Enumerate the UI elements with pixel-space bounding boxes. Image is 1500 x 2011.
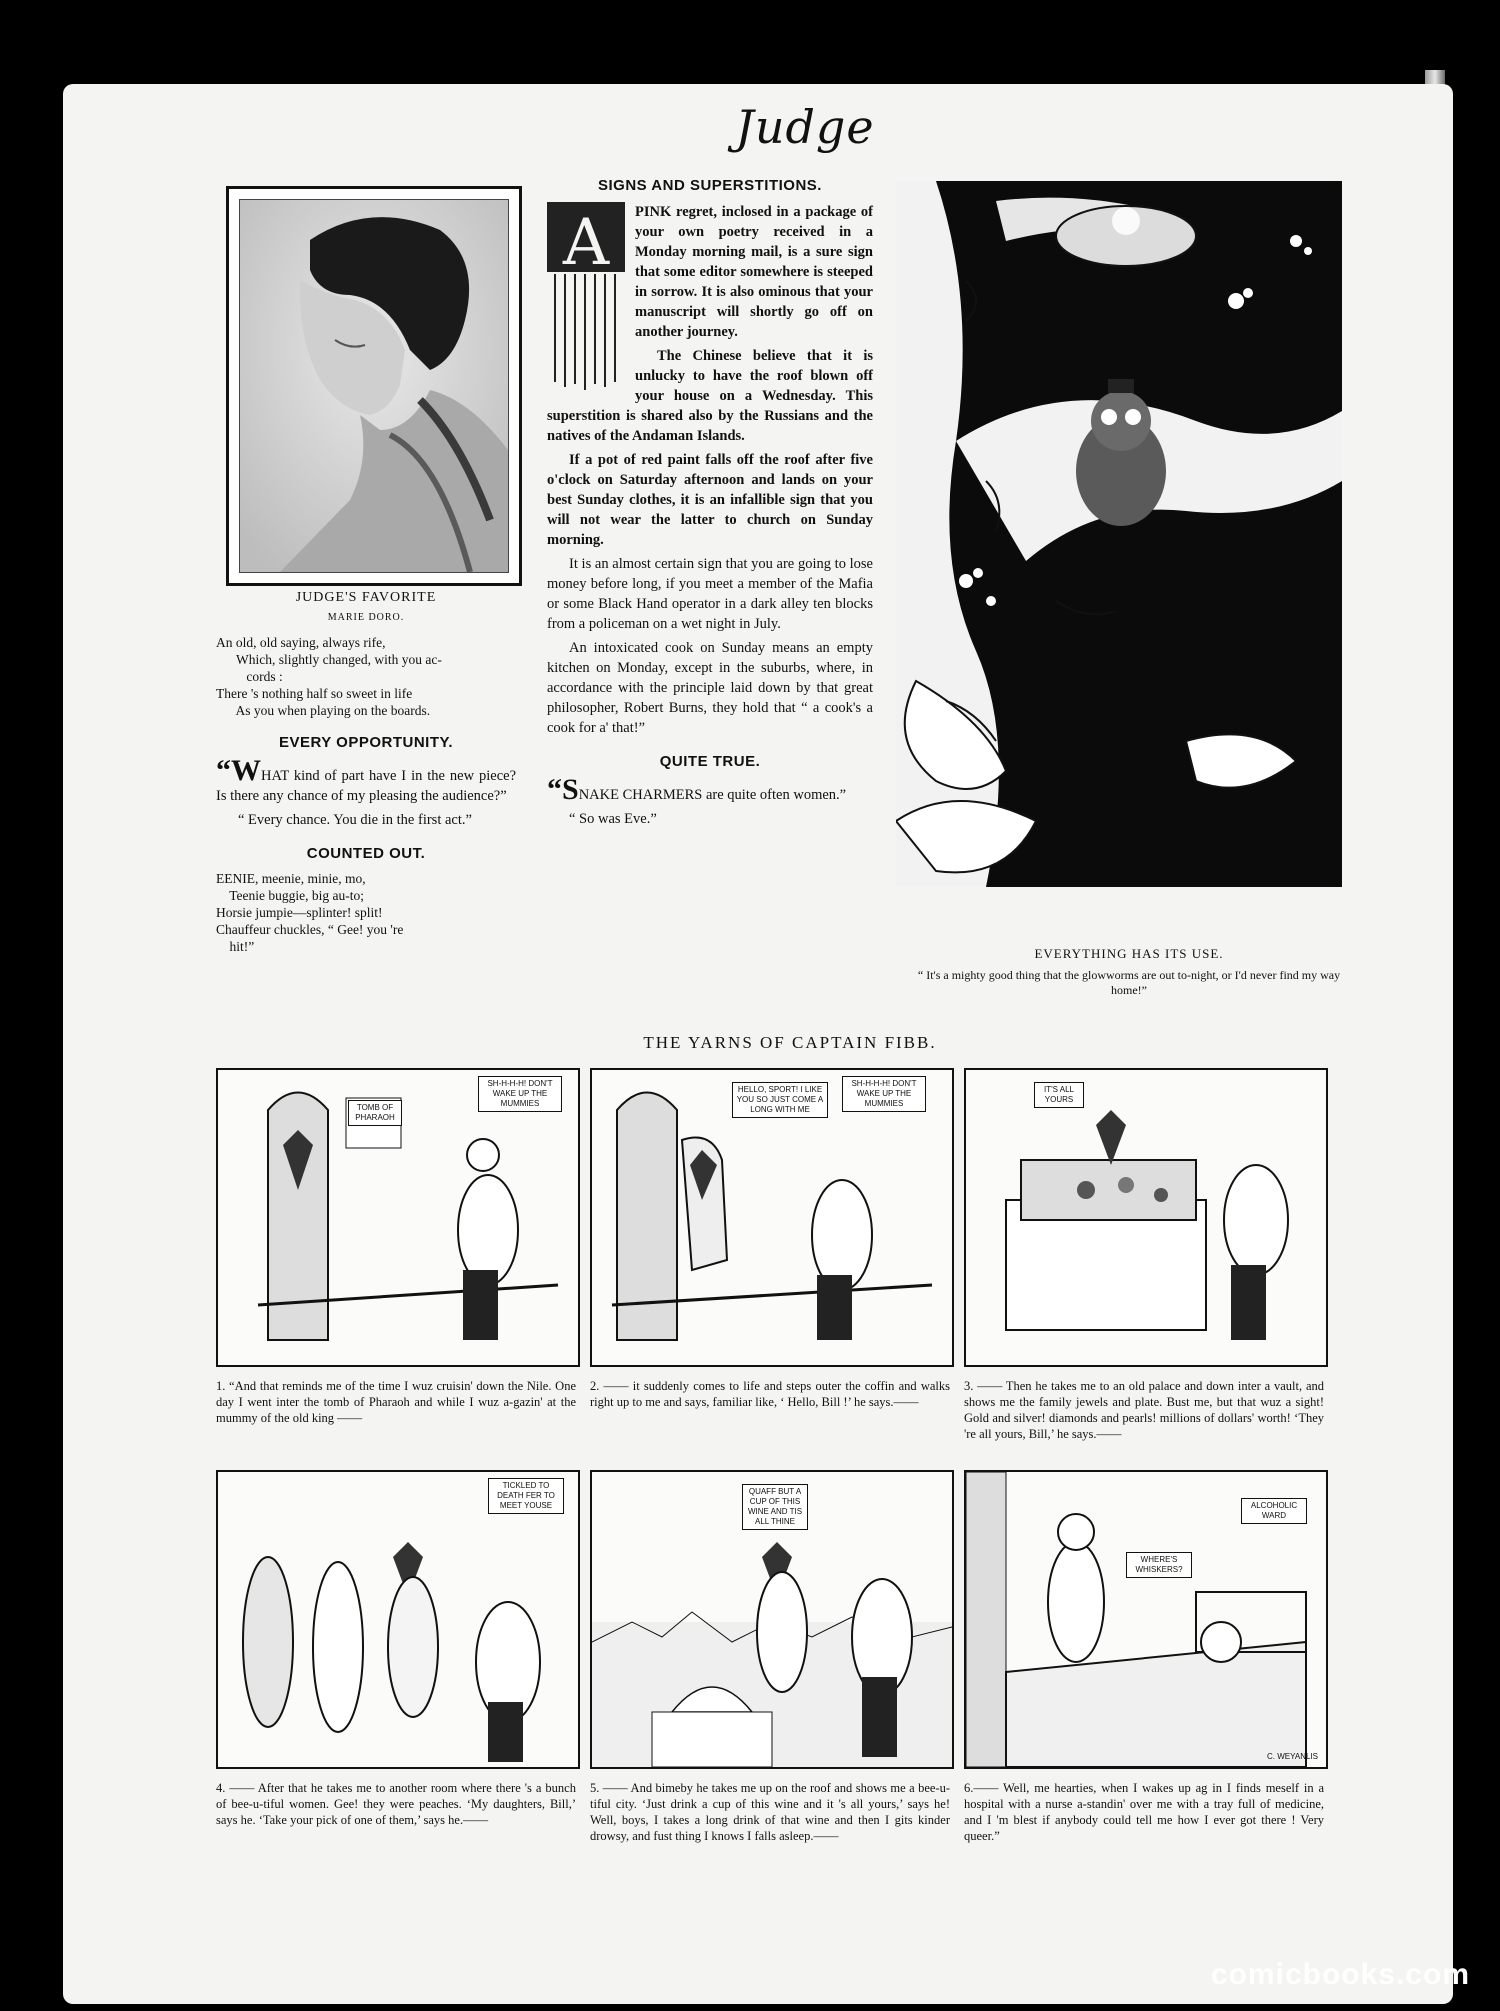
panel-1-sign: TOMB OF PHARAOH (348, 1100, 402, 1126)
quite-true-p1 (547, 773, 873, 806)
panel-3-illustration (966, 1070, 1326, 1365)
signs-p3: If a pot of red paint falls off the roof after five o'clock on Saturday afternoon and lands on your best Sunday clothes, it is an infallible sign that you will not wear the latter to church on Sunday morning. (547, 452, 873, 548)
cartoon-quote: “ It's a mighty good thing that the glowworms are out to-night, or I'd never find my way home!” (917, 968, 1341, 997)
masthead-logo: Judge (735, 100, 875, 154)
panel-1-balloon: SH-H-H-H! DON'T WAKE UP THE MUMMIES (478, 1076, 562, 1112)
every-opportunity-heading: EVERY OPPORTUNITY. (278, 734, 454, 751)
portrait-photo (226, 186, 522, 586)
panel-2-balloon: HELLO, SPORT! I LIKE YOU SO JUST COME A LONG WITH ME (732, 1082, 828, 1118)
panel-2-caption: 2. —— it suddenly comes to life and steps outer the coffin and walks right up to me and says, familiar like, ‘ Hello, Bill !’ he says.—— (590, 1379, 950, 1409)
strip-panel-2 (590, 1068, 954, 1367)
left-column (216, 588, 516, 955)
panel-3-caption: 3. —— Then he takes me to an old palace and down inter a vault, and shows me the family jewels and plate. Bust me, but that wuz a sight! Gold and silver! diamonds and pearls! millions of dollars' worth! ‘They 're all yours, Bill,’ he says.—— (964, 1379, 1324, 1441)
strip-panel-1 (216, 1068, 580, 1367)
cartoon-caption (916, 944, 1342, 998)
cartoon-title: EVERYTHING HAS ITS USE. (1034, 946, 1224, 961)
panel-5-caption: 5. —— And bimeby he takes me up on the roof and shows me a bee-u-tiful city. ‘Just drink a cup of this wine and it 's all yours,’ says he! Well, boys, I takes a long drink of that wine and then I gits kinder drowsy, and fust thing I knows I falls asleep.—— (590, 1781, 950, 1843)
middle-column (547, 176, 873, 833)
photo-caption-poem: An old, old saying, always rife, Which, slightly changed, with you ac- cords : There 's nothing half so sweet in life As you when playing on the boards. (216, 635, 442, 718)
signs-heading: SIGNS AND SUPERSTITIONS. (598, 177, 822, 194)
dropcap-ornament (547, 202, 625, 392)
panel-3-balloon: IT'S ALL YOURS (1034, 1082, 1084, 1108)
every-opportunity-p1-text: HAT kind of part have I in the new piece? Is there any chance of my pleasing the audience?” (216, 768, 516, 804)
strip-panel-6 (964, 1470, 1328, 1769)
panel-6-signature: C. WEYANLIS (1267, 1752, 1318, 1761)
photo-caption-title: JUDGE'S FAVORITE (295, 590, 437, 605)
signs-p2: The Chinese believe that it is unlucky to have the roof blown off your house on a Wednesday. This superstition is shared also by the Russians and the natives of the Andaman Islands. (547, 348, 873, 444)
panel-6-sign: ALCOHOLIC WARD (1241, 1498, 1307, 1524)
strip-panel-3 (964, 1068, 1328, 1367)
panel-4-caption: 4. —— After that he takes me to another room where there 's a bunch of bee-u-tiful women. Gee! they were peaches. ‘My daughters, Bill,’ says he. ‘Take your pick of one of them,’ says he.—— (216, 1781, 576, 1827)
signs-p5: An intoxicated cook on Sunday means an empty kitchen on Monday, except in the suburbs, where, in accordance with the principle laid down by that great philosopher, Robert Burns, they hold that “ a cook's a cook for a' that!” (547, 640, 873, 736)
quite-true-p2: “ So was Eve.” (569, 811, 657, 827)
strip-title: THE YARNS OF CAPTAIN FIBB. (643, 1033, 937, 1052)
site-watermark: comicbooks.com (1210, 1958, 1470, 1991)
every-opportunity-p2: “ Every chance. You die in the first act.” (238, 812, 472, 828)
panel-6-caption: 6.—— Well, me hearties, when I wakes up ag in I finds meself in a hospital with a nurse a-standin' over me with a tray full of medicine, and I 'm blest if anybody could tell me how I ever got there ! Very queer.” (964, 1781, 1324, 1843)
panel-6-balloon: WHERE'S WHISKERS? (1126, 1552, 1192, 1578)
panel-4-illustration (218, 1472, 578, 1767)
signs-p1: PINK regret, inclosed in a package of your own poetry received in a Monday morning mail, is a sure sign that some editor somewhere is steeped in sorrow. It is also ominous that your manuscript will shortly go off on another journey. (635, 204, 873, 340)
every-opportunity-p1 (216, 754, 516, 806)
quite-true-initial: “S (547, 773, 579, 806)
signs-dropcap (547, 202, 625, 392)
quite-true-p1-text: NAKE CHARMERS are quite often women.” (578, 787, 847, 803)
svg-text:A: A (562, 206, 610, 280)
quite-true-heading: QUITE TRUE. (659, 753, 761, 770)
panel-2-sign: SH-H-H-H! DON'T WAKE UP THE MUMMIES (842, 1076, 926, 1112)
panel-5-balloon: QUAFF BUT A CUP OF THIS WINE AND TIS ALL THINE (742, 1484, 808, 1530)
counted-out-poem: EENIE, meenie, minie, mo, Teenie buggie, big au-to; Horsie jumpie—splinter! split! Chauffeur chuckles, “ Gee! you 're hit!” (216, 871, 404, 954)
strip-panel-4 (216, 1470, 580, 1769)
signs-p4: It is an almost certain sign that you are going to lose money before long, if you meet a member of the Mafia or some Black Hand operator in a dark alley ten blocks from a policeman on a wet night in July. (547, 556, 873, 632)
strip-panel-5 (590, 1470, 954, 1769)
portrait-illustration (240, 200, 508, 572)
panel-4-balloon: TICKLED TO DEATH FER TO MEET YOUSE (488, 1478, 564, 1514)
owl-tree-illustration (896, 181, 1342, 887)
every-opportunity-initial: “W (216, 754, 261, 787)
glowworm-cartoon (896, 181, 1342, 887)
panel-1-caption: 1. “And that reminds me of the time I wuz cruisin' down the Nile. One day I went inter the tomb of Pharaoh and while I wuz a-gazin' at the mummy of the old king —— (216, 1379, 576, 1425)
counted-out-heading: COUNTED OUT. (306, 845, 426, 862)
photo-caption-subtitle: MARIE DORO. (327, 612, 405, 623)
